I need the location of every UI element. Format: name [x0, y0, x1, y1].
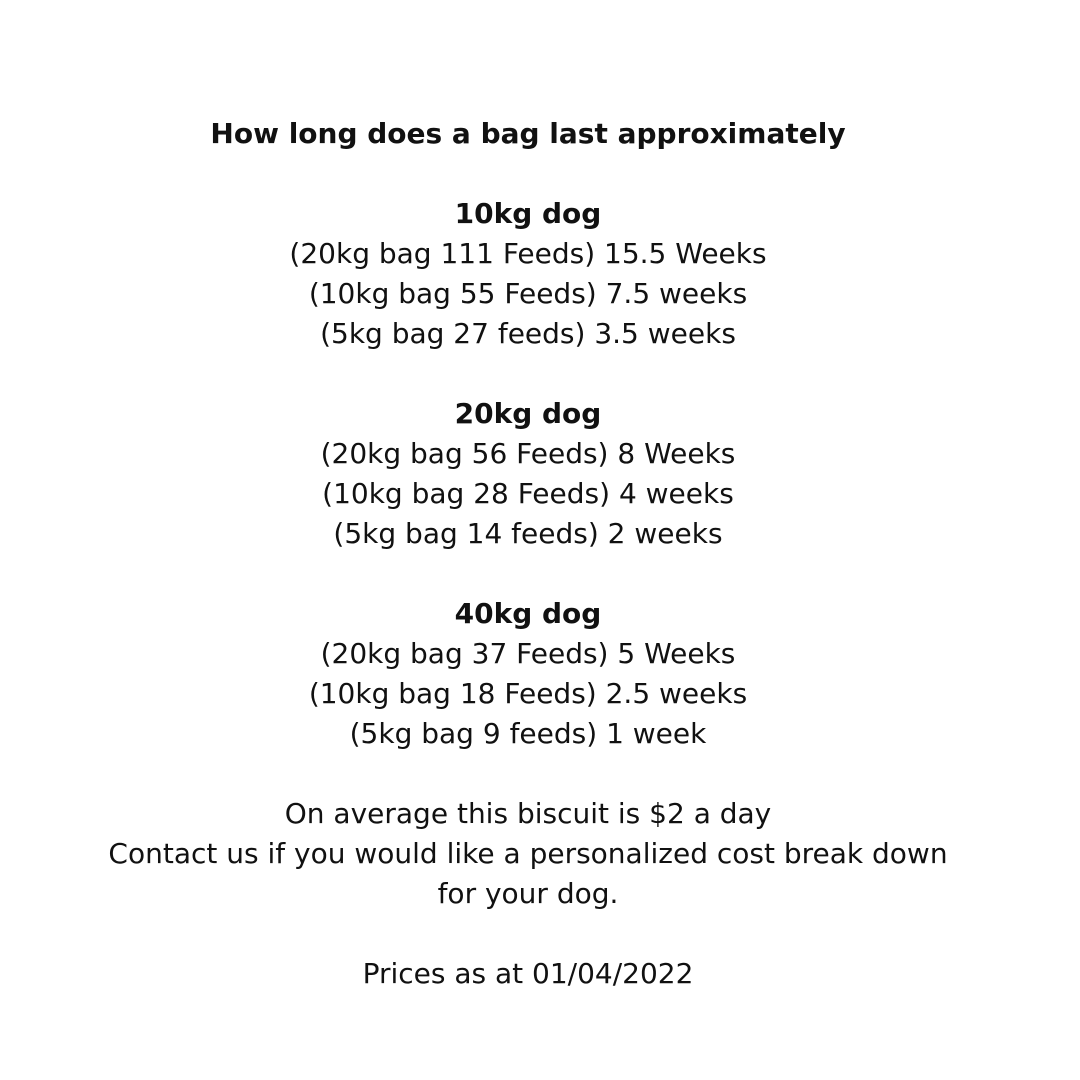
bag-duration-line: (5kg bag 27 feeds) 3.5 weeks — [320, 317, 736, 350]
section-10kg-dog — [0, 194, 1056, 354]
prices-date-text: Prices as at 01/04/2022 — [362, 957, 694, 990]
bag-duration-line: (10kg bag 55 Feeds) 7.5 weeks — [308, 277, 748, 310]
bag-duration-line: (20kg bag 37 Feeds) 5 Weeks — [320, 637, 736, 670]
section-title: 10kg dog — [454, 197, 602, 230]
spacer — [0, 354, 1056, 394]
section-40kg-dog — [0, 594, 1056, 754]
spacer — [0, 554, 1056, 594]
footer-notes — [0, 794, 1056, 994]
bag-duration-line: (10kg bag 18 Feeds) 2.5 weeks — [308, 677, 748, 710]
feeding-guide — [0, 114, 1056, 994]
section-20kg-dog — [0, 394, 1056, 554]
bag-duration-line: (20kg bag 56 Feeds) 8 Weeks — [320, 437, 736, 470]
bag-duration-line: (5kg bag 9 feeds) 1 week — [349, 717, 707, 750]
section-title: 40kg dog — [454, 597, 602, 630]
section-title: 20kg dog — [454, 397, 602, 430]
average-cost-text: On average this biscuit is $2 a day — [284, 797, 772, 830]
spacer — [0, 754, 1056, 794]
bag-duration-line: (5kg bag 14 feeds) 2 weeks — [333, 517, 723, 550]
contact-text: Contact us if you would like a personalized cost break down — [108, 837, 948, 870]
spacer — [0, 914, 1056, 954]
bag-duration-line: (10kg bag 28 Feeds) 4 weeks — [322, 477, 734, 510]
contact-text: for your dog. — [437, 877, 619, 910]
spacer — [0, 154, 1056, 194]
page-title: How long does a bag last approximately — [210, 117, 846, 150]
bag-duration-line: (20kg bag 111 Feeds) 15.5 Weeks — [289, 237, 767, 270]
